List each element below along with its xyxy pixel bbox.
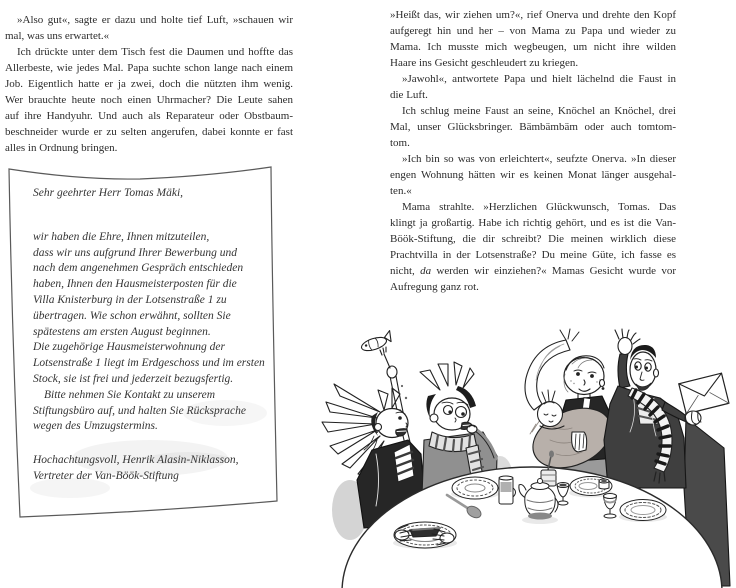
text-line: tom. (390, 137, 410, 149)
father-head (630, 352, 656, 388)
italic-word: da (420, 265, 432, 277)
letter-line: spätestens am ersten August beginnen. (33, 325, 211, 338)
letter-line: Stock, sie ist frei und jederzeit bezugsfertig. (33, 372, 234, 385)
text-line: Ich drückte unter dem Tisch fest die Daumen und hoffte das (17, 46, 293, 58)
text-line: Allerbeste, wie jedes Mal. Papa suchte schon lange nach einem (5, 62, 293, 74)
raised-hand (618, 338, 632, 355)
patterned-plate (620, 500, 666, 521)
letter-line: Stiftungsbüro auf, und halten Sie Rücksprache (33, 404, 246, 417)
text-line: ten.« (390, 185, 412, 197)
ponytail (525, 340, 570, 410)
text-line: klingt ja großartig. Habe ich richtig gehört, und es ist die Van- (390, 217, 676, 229)
text-line: die Luft. (390, 89, 428, 101)
text-line: Haare ins Gesicht geschleudert zu kriegen. (390, 57, 579, 69)
letter-line: übertragen. Wie schon erwähnt, sollten Sie (33, 309, 231, 322)
text-line: »Also gut«, sagte er dazu und holte tief Luft, »schauen wir (17, 14, 293, 26)
text-line: Böök-Stiftung, die dir schreibt? Die meinen wirklich diese (390, 233, 676, 245)
letter-line: Villa Knisterburg in der Lotsenstraße 1 zu (33, 293, 227, 306)
letter-line: wegen des Umzugstermins. (33, 420, 158, 433)
text-line: Mama. Ich musste mich wegbeugen, um nicht ihre wilden (390, 41, 676, 53)
letter-line: nach dem angenehmen Gespräch entschieden (33, 262, 244, 275)
fish-on-fork (359, 331, 394, 354)
text-line: »Ich bin so was von erleichtert«, seufzte Onerva. »In dieser (402, 153, 676, 165)
text-line: mal, was uns erwartet.« (5, 30, 110, 42)
envelope (679, 373, 729, 414)
baby-head (538, 402, 563, 427)
text-line-with-italic (390, 263, 676, 279)
letter (33, 186, 270, 485)
text-line: alles in Ordnung bringen. (5, 142, 118, 154)
text-line: Aufregung ganz rot. (390, 281, 479, 293)
letter-line: Lotsenstraße 1 liegt im Erdgeschoss und im ersten (33, 357, 265, 370)
text-line: Job. Eigentlich hatte er ja zwei, doch die nützten ihm wenig. (5, 78, 293, 90)
text-line: beschneider wurde er zu selten angerufen, dabei konnte er fast (5, 126, 293, 138)
text-fragment: werden wir einziehen?« Mamas Gesicht wurde vor (431, 265, 677, 277)
family-illustration (320, 328, 736, 588)
text-line: Ich schlug meine Faust an seine, Knöchel an Knöchel, drei (402, 105, 676, 117)
letter-line: Die zugehörige Hausmeisterwohnung der (33, 341, 225, 354)
right-page-text (390, 7, 676, 295)
letter-line: dass wir uns aufgrund Ihrer Bewerbung und (33, 246, 238, 259)
text-line: Mal, unser Glücksbringer. Bämbämbäm oder auch tomtom- (390, 121, 676, 133)
text-line: auf ihre Handyuhr. Und auch als Reparateur oder Obstbaum- (5, 110, 293, 122)
letter-line: wir haben die Ehre, Ihnen mitzuteilen, (33, 230, 210, 243)
text-line: Prachtvilla in der Lotsenstraße? Du meine Güte, ich fasse es (390, 249, 676, 261)
text-line: aufgeregt hin und her – von Mama zu Papa und wieder zu (390, 25, 676, 37)
fork (380, 347, 390, 368)
decorated-plate (452, 477, 498, 499)
text-line: »Jawohl«, antwortete Papa und hielt lächelnd die Faust in (402, 73, 676, 85)
plate-with-cup (570, 477, 612, 496)
text-line: Mama strahlte. »Herzlichen Glückwunsch, Tomas. Das (402, 201, 676, 213)
left-page-text (5, 12, 293, 156)
text-line: »Heißt das, wir ziehen um?«, rief Onerva und drehte den Kopf (390, 9, 676, 21)
letter-signature: Vertreter der Van-Böök-Stiftung (33, 469, 179, 482)
text-fragment: nicht, (390, 265, 421, 277)
letter-line: haben, Ihnen den Hausmeisterposten für die (33, 278, 237, 291)
letter-salutation: Sehr geehrter Herr Tomas Mäki, (33, 187, 184, 199)
letter-signature: Hochachtungsvoll, Henrik Alasin-Niklasson, (33, 454, 239, 467)
text-line: engen Wohnung hätten wir es keinen Monat länger ausgehal- (390, 169, 676, 181)
letter-line: Bitte nehmen Sie Kontakt zu unserem (44, 388, 216, 401)
juice-glass (499, 476, 516, 504)
spiky-hair (420, 362, 474, 390)
text-line: Wer brauchte heute noch einen Uhrmacher? Die Leute sahen (5, 94, 293, 106)
